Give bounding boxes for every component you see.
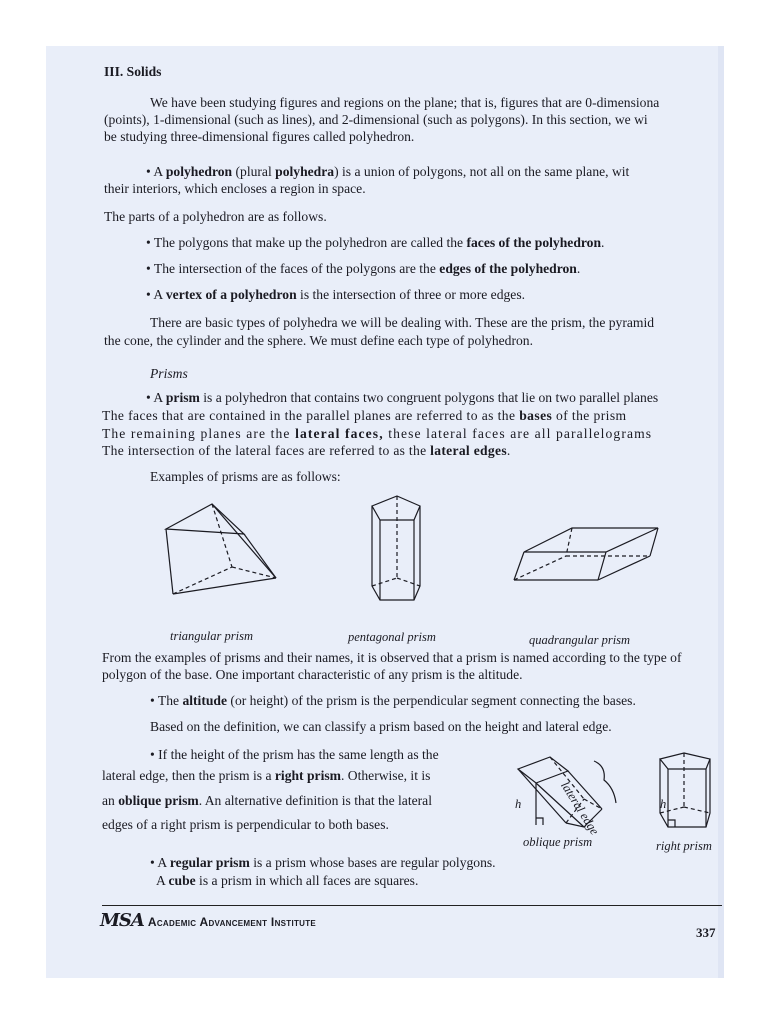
prism-definition-line-2: The faces that are contained in the parallel planes are referred to as the bases of the prism xyxy=(102,408,627,423)
pentagonal-prism-figure xyxy=(364,494,430,609)
lateral-edge-label: lateral edge xyxy=(558,778,602,837)
intro-line-2: (points), 1-dimensional (such as lines), and 2-dimensional (such as polygons). In this section, we wi xyxy=(104,112,648,127)
right-prism-line-3: an oblique prism. An alternative definition is that the lateral xyxy=(102,793,432,808)
classify-sentence: Based on the definition, we can classify a prism based on the height and lateral edge. xyxy=(150,719,612,734)
triangular-prism-caption: triangular prism xyxy=(170,628,254,643)
institute-name: Academic Advancement Institute xyxy=(147,915,317,929)
right-height-label: h xyxy=(660,796,667,811)
polyhedron-definition-line-2: their interiors, which encloses a region in space. xyxy=(104,181,366,196)
pentagonal-prism-caption: pentagonal prism xyxy=(348,629,436,644)
prism-definition-line-4: The intersection of the lateral faces are referred to as the lateral edges. xyxy=(102,443,511,458)
prism-definition-line-1: • A prism is a polyhedron that contains two congruent polygons that lie on two parallel planes xyxy=(146,390,659,405)
footer-rule xyxy=(102,905,722,906)
right-prism-line-1: • If the height of the prism has the same length as the xyxy=(150,747,439,762)
triangular-prism-figure xyxy=(156,501,286,606)
oblique-height-label: h xyxy=(515,796,522,811)
regular-prism-definition: • A regular prism is a prism whose bases are regular polygons. xyxy=(150,855,496,870)
intro-line-1: We have been studying figures and regions on the plane; that is, figures that are 0-dimensiona xyxy=(150,95,660,110)
naming-line-2: polygon of the base. One important characteristic of any prism is the altitude. xyxy=(102,667,523,682)
vertex-definition: • A vertex of a polyhedron is the intersection of three or more edges. xyxy=(146,287,526,302)
oblique-prism-caption: oblique prism xyxy=(523,834,593,849)
page-edge-shadow xyxy=(718,46,724,978)
types-line-2: the cone, the cylinder and the sphere. We must define each type of polyhedron. xyxy=(104,333,533,348)
edges-definition: • The intersection of the faces of the polygons are the edges of the polyhedron. xyxy=(146,261,581,276)
altitude-definition: • The altitude (or height) of the prism is the perpendicular segment connecting the bases. xyxy=(150,693,636,708)
right-prism-figure xyxy=(656,751,716,831)
right-prism-line-4: edges of a right prism is perpendicular to both bases. xyxy=(102,817,389,832)
intro-line-3: be studying three-dimensional figures called polyhedron. xyxy=(104,129,415,144)
examples-intro: Examples of prisms are as follows: xyxy=(150,469,341,484)
page-number: 337 xyxy=(696,925,716,940)
right-prism-line-2: lateral edge, then the prism is a right prism. Otherwise, it is xyxy=(102,768,431,783)
document-page xyxy=(46,46,724,978)
types-line-1: There are basic types of polyhedra we will be dealing with. These are the prism, the pyramid xyxy=(150,315,655,330)
footer xyxy=(100,910,316,931)
prism-definition-line-3: The remaining planes are the lateral faces, these lateral faces are all parallelograms xyxy=(102,426,653,441)
lateral-edge-brace xyxy=(592,758,622,808)
right-prism-caption: right prism xyxy=(656,838,712,853)
section-heading: III. Solids xyxy=(104,64,162,79)
naming-line-1: From the examples of prisms and their names, it is observed that a prism is named according to the type of xyxy=(102,650,682,665)
cube-definition: A cube is a prism in which all faces are squares. xyxy=(156,873,419,888)
quadrangular-prism-figure xyxy=(510,516,670,586)
msa-logo: MSA xyxy=(100,910,144,931)
prisms-subheading: Prisms xyxy=(150,366,188,381)
polyhedron-definition: • A polyhedron (plural polyhedra) is a union of polygons, not all on the same plane, wit xyxy=(146,164,630,179)
quadrangular-prism-caption: quadrangular prism xyxy=(529,632,631,647)
parts-intro: The parts of a polyhedron are as follows. xyxy=(104,209,327,224)
faces-definition: • The polygons that make up the polyhedron are called the faces of the polyhedron. xyxy=(146,235,605,250)
